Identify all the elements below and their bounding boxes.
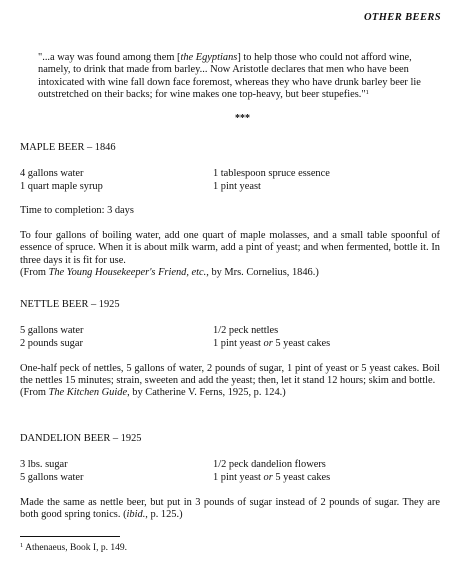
ingredient: 5 gallons water (20, 471, 84, 483)
ingredient: 1 quart maple syrup (20, 180, 103, 192)
recipe-title: NETTLE BEER – 1925 (20, 299, 120, 310)
ingredients-list (20, 325, 440, 350)
source-prefix: (From (20, 266, 49, 278)
quote-text-2: ] to help those who could not afford wine, namely, to drink that made from barley... Now Aristotle declares that men who have been intoxicated with wine fall down face foremost, whereas they who have drunk barley beer lie outstretched on their backs; for wine makes one top-heavy, but beer stupefies." (38, 52, 421, 100)
source-suffix: , by Mrs. Cornelius, 1846.) (206, 266, 319, 278)
footnote-text: Athenaeus, Book I, p. 149. (25, 543, 127, 553)
ingredient: 1 pint yeast or 5 yeast cakes (213, 337, 331, 349)
recipe-source (20, 387, 440, 399)
quote-text-1: "...a way was found among them [ (38, 52, 181, 63)
ingredient: 1 tablespoon spruce essence (213, 168, 330, 180)
recipe-title: MAPLE BEER – 1846 (20, 142, 116, 153)
footnote-marker: 1 (365, 88, 369, 96)
source-work: ibid. (126, 509, 146, 521)
source-suffix: , by Catherine V. Ferns, 1925, p. 124.) (127, 387, 286, 399)
ingredient: 2 pounds sugar (20, 337, 83, 349)
ingredient: 3 lbs. sugar (20, 459, 68, 471)
section-separator: *** (235, 113, 250, 124)
running-head: OTHER BEERS (363, 12, 441, 23)
source-work: The Kitchen Guide (48, 387, 128, 399)
quote-italic: the Egyptians (180, 52, 238, 63)
ingredient: 1/2 peck dandelion flowers (213, 459, 326, 471)
epigraph-quote (38, 52, 433, 101)
italic-or: or (263, 337, 273, 349)
recipe-maple-beer (20, 142, 440, 279)
source-work: The Young Housekeeper's Friend, etc. (48, 266, 207, 278)
recipe-nettle-beer (20, 299, 440, 400)
recipe-source (20, 267, 440, 279)
footnote-rule (20, 536, 120, 537)
recipe-directions (20, 497, 440, 522)
ingredient: 5 gallons water (20, 325, 84, 337)
recipe-title: DANDELION BEER – 1925 (20, 433, 142, 444)
recipe-dandelion-beer (20, 433, 440, 521)
recipe-directions: To four gallons of boiling water, add one quart of maple molasses, and a small table spoonful of essence of spruce. When it is about milk warm, add a pint of yeast; and when fermented, bottle it. In three days it is fit for use. (20, 230, 440, 266)
ingredient: 1 pint yeast (213, 180, 261, 192)
italic-or: or (263, 471, 273, 483)
source-suffix: , p. 125.) (145, 509, 183, 521)
directions-text: Made the same as nettle beer, but put in 3 pounds of sugar instead of 2 pounds of sugar. They are both good spring tonics. (20, 496, 440, 521)
source-prefix: ( (123, 509, 127, 521)
ingredients-list (20, 168, 440, 193)
footnote (20, 543, 127, 554)
source-prefix: (From (20, 387, 49, 399)
ingredient: 1/2 peck nettles (213, 325, 279, 337)
ingredient: 1 pint yeast or 5 yeast cakes (213, 471, 331, 483)
footnote-number: 1 (20, 542, 24, 549)
time-to-completion: Time to completion: 3 days (20, 204, 134, 216)
recipe-directions: One-half peck of nettles, 5 gallons of water, 2 pounds of sugar, 1 pint of yeast or 5 yeast cakes. Boil the nettles 15 minutes; strain, sweeten and add the yeast; then, let it stand 12 hours; skim and bottle. (20, 362, 440, 387)
ingredients-list (20, 459, 440, 484)
ingredient: 4 gallons water (20, 168, 84, 180)
